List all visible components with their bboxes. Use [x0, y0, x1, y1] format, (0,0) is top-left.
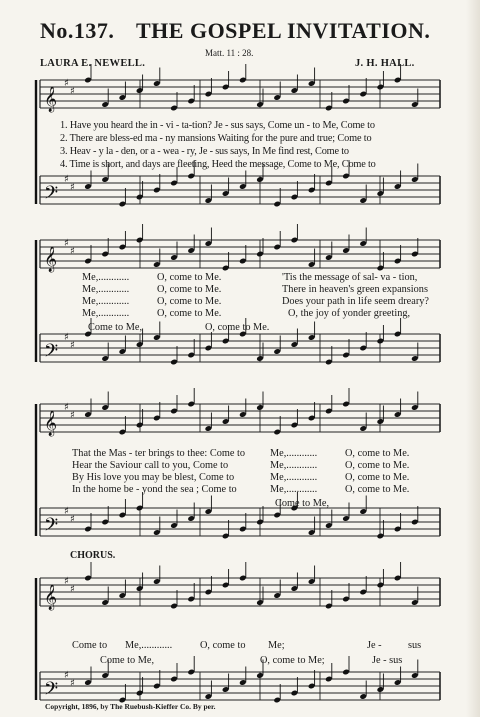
lyric-come-to-me: O, come to Me. — [345, 484, 410, 495]
lyric-verse-text: Hear the Saviour call to you, Come to — [72, 460, 229, 471]
hymn-title: THE GOSPEL INVITATION. — [136, 18, 431, 43]
sharp-icon: ♯ — [64, 670, 69, 681]
lyric-come-to-me: O, come to Me. — [157, 296, 222, 307]
sharp-icon: ♯ — [70, 86, 75, 97]
lyric-verse-text: In the home be - yond the sea ; Come to — [72, 484, 237, 495]
sharp-icon: ♯ — [70, 514, 75, 525]
chorus-lyric: Me; — [268, 640, 285, 651]
lyric-come-to-me: O, come to Me. — [157, 284, 222, 295]
chorus-label: CHORUS. — [70, 550, 116, 561]
lyric-verse-text: There in heaven's green expansions — [282, 284, 428, 295]
sharp-icon: ♯ — [64, 174, 69, 185]
bass-clef-icon: 𝄢 — [44, 679, 59, 704]
sharp-icon: ♯ — [64, 332, 69, 343]
treble-clef-icon: 𝄞 — [44, 585, 58, 610]
lyric-come-to-me: O, come to Me. — [345, 460, 410, 471]
chorus-lyric: sus — [408, 640, 422, 651]
lyric-come-to-me: O, come to Me. — [157, 308, 222, 319]
lyric-me: Me,............ — [270, 484, 318, 495]
bass-clef-icon: 𝄢 — [44, 515, 59, 540]
chorus-lyric: Me,............ — [125, 640, 173, 651]
sharp-icon: ♯ — [70, 584, 75, 595]
bass-clef-icon: 𝄢 — [44, 341, 59, 366]
lyric-verse-text: Does your path in life seem dreary? — [282, 296, 429, 307]
lyric-me: Me,............ — [270, 460, 318, 471]
bass-clef-icon: 𝄢 — [44, 183, 59, 208]
sharp-icon: ♯ — [70, 678, 75, 689]
composer-name: J. H. HALL. — [355, 58, 415, 69]
bass-lyric: Come to Me, — [275, 498, 330, 509]
bass-lyric: O, come to Me. — [205, 322, 270, 333]
lyric-me: Me,............ — [82, 272, 130, 283]
lyric-verse-text: By His love you may be blest, Come to — [72, 472, 235, 483]
sharp-icon: ♯ — [64, 506, 69, 517]
hymn-number: No.137. — [40, 18, 115, 43]
sharp-icon: ♯ — [70, 246, 75, 257]
sharp-icon: ♯ — [70, 340, 75, 351]
verse-3-line: 3. Heav - y la - den, or a - wea - ry, Je - sus says, In Me find rest, Come to — [60, 146, 349, 157]
lyric-come-to-me: O, come to Me. — [345, 448, 410, 459]
lyric-verse-text: 'Tis the message of sal- va - tion, — [282, 272, 418, 283]
lyric-me: Me,............ — [82, 284, 130, 295]
verse-2-line: 2. There are bless-ed ma - ny mansions Waiting for the pure and true; Come to — [60, 133, 372, 144]
verse-1-line: 1. Have you heard the in - vi - ta-tion? Je - sus says, Come un - to Me, Come to — [60, 120, 375, 131]
lyric-me: Me,............ — [270, 448, 318, 459]
sharp-icon: ♯ — [70, 182, 75, 193]
lyric-verse-text: That the Mas - ter brings to thee: Come to — [72, 448, 246, 459]
treble-clef-icon: 𝄞 — [44, 247, 58, 272]
sharp-icon: ♯ — [70, 410, 75, 421]
verse-4-line: 4. Time is short, and days are fleeting, Heed the message, Come to Me, Come to — [60, 159, 376, 170]
lyric-me: Me,............ — [270, 472, 318, 483]
lyric-me: Me,............ — [82, 296, 130, 307]
lyric-come-to-me: O, come to Me. — [157, 272, 222, 283]
treble-clef-icon: 𝄞 — [44, 411, 58, 436]
sharp-icon: ♯ — [64, 402, 69, 413]
sharp-icon: ♯ — [64, 78, 69, 89]
treble-clef-icon: 𝄞 — [44, 87, 58, 112]
bass-lyric: Come to Me, — [88, 322, 143, 333]
lyric-me: Me,............ — [82, 308, 130, 319]
scripture-reference: Matt. 11 : 28. — [205, 48, 254, 58]
chorus-bass-lyric: Je - sus — [372, 655, 403, 666]
sharp-icon: ♯ — [64, 238, 69, 249]
lyricist-name: LAURA E. NEWELL. — [40, 58, 146, 69]
lyric-come-to-me: O, come to Me. — [345, 472, 410, 483]
chorus-bass-lyric: O, come to Me; — [260, 655, 325, 666]
copyright-notice: Copyright, 1896, by The Ruebush-Kieffer Co. By per. — [45, 702, 216, 711]
chorus-bass-lyric: Come to Me, — [100, 655, 155, 666]
sharp-icon: ♯ — [64, 576, 69, 587]
chorus-lyric: Je - — [367, 640, 382, 651]
chorus-lyric: Come to — [72, 640, 108, 651]
chorus-lyric: O, come to — [200, 640, 246, 651]
lyric-verse-text: O, the joy of yonder greeting, — [288, 308, 411, 319]
